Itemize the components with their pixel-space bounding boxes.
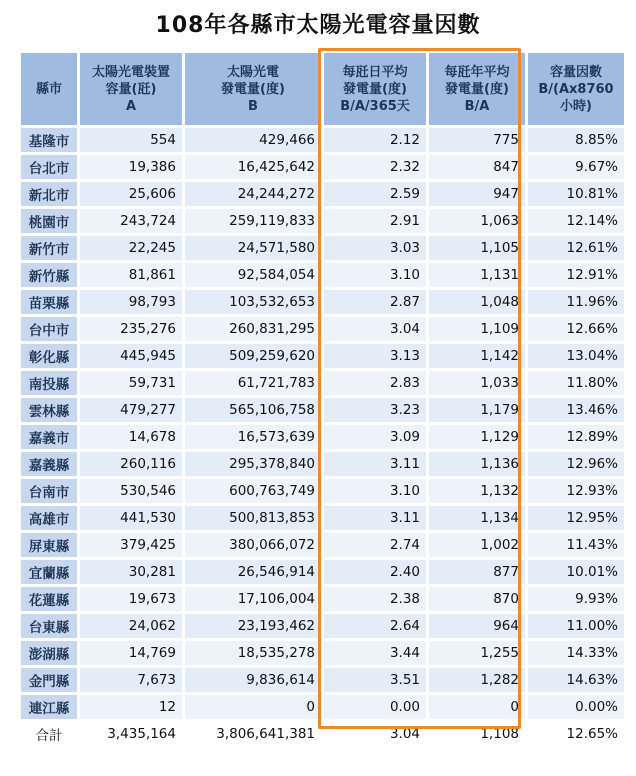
city-cell: 基隆市 <box>21 128 77 152</box>
yearly-cell: 1,282 <box>429 668 525 692</box>
city-cell: 彰化縣 <box>21 344 77 368</box>
table-row <box>21 155 624 179</box>
yearly-cell: 775 <box>429 128 525 152</box>
header-line: 容量因數 <box>549 64 602 80</box>
city-cell: 新竹市 <box>21 236 77 260</box>
yearly-cell: 947 <box>429 182 525 206</box>
city-cell: 嘉義縣 <box>21 452 77 476</box>
daily-cell: 2.12 <box>324 128 426 152</box>
capacity-factor-cell: 11.00% <box>528 614 624 638</box>
header-line: 小時) <box>560 98 592 114</box>
city-cell: 宜蘭縣 <box>21 560 77 584</box>
capacity-factor-cell: 13.04% <box>528 344 624 368</box>
yearly-cell: 1,134 <box>429 506 525 530</box>
yearly-cell: 877 <box>429 560 525 584</box>
capacity-cell: 14,769 <box>80 641 182 665</box>
header-city <box>21 53 77 125</box>
yearly-cell: 1,109 <box>429 317 525 341</box>
daily-cell: 3.04 <box>324 317 426 341</box>
header-capacity-factor <box>528 53 624 125</box>
header-line: 容量(瓩) <box>105 81 157 97</box>
city-cell: 雲林縣 <box>21 398 77 422</box>
yearly-cell: 0 <box>429 695 525 719</box>
city-cell: 苗栗縣 <box>21 290 77 314</box>
capacity-cell: 14,678 <box>80 425 182 449</box>
table-row <box>21 668 624 692</box>
city-cell: 新北市 <box>21 182 77 206</box>
generation-cell: 61,721,783 <box>185 371 321 395</box>
capacity-factor-cell: 12.95% <box>528 506 624 530</box>
header-line: 每瓩年平均 <box>444 64 510 80</box>
generation-cell: 565,106,758 <box>185 398 321 422</box>
city-cell: 高雄市 <box>21 506 77 530</box>
daily-cell: 2.40 <box>324 560 426 584</box>
daily-cell: 3.13 <box>324 344 426 368</box>
capacity-factor-cell: 9.67% <box>528 155 624 179</box>
generation-cell: 23,193,462 <box>185 614 321 638</box>
total-row <box>21 722 624 746</box>
daily-cell: 3.11 <box>324 452 426 476</box>
table-row <box>21 128 624 152</box>
generation-cell: 509,259,620 <box>185 344 321 368</box>
generation-cell: 259,119,833 <box>185 209 321 233</box>
header-line: 發電量(度) <box>445 81 509 97</box>
header-line: B/A <box>464 98 490 114</box>
table-row <box>21 560 624 584</box>
daily-cell: 3.03 <box>324 236 426 260</box>
daily-cell: 2.83 <box>324 371 426 395</box>
table-row <box>21 425 624 449</box>
yearly-cell: 1,002 <box>429 533 525 557</box>
table-body <box>21 128 624 746</box>
generation-cell: 9,836,614 <box>185 668 321 692</box>
table-row <box>21 290 624 314</box>
capacity-cell: 12 <box>80 695 182 719</box>
header-line: B/A/365天 <box>340 98 410 114</box>
generation-cell: 260,831,295 <box>185 317 321 341</box>
capacity-factor-cell: 12.61% <box>528 236 624 260</box>
capacity-cell: 260,116 <box>80 452 182 476</box>
daily-cell: 3.23 <box>324 398 426 422</box>
capacity-factor-cell: 10.81% <box>528 182 624 206</box>
yearly-cell: 1,063 <box>429 209 525 233</box>
capacity-cell: 19,673 <box>80 587 182 611</box>
generation-cell: 429,466 <box>185 128 321 152</box>
capacity-cell: 7,673 <box>80 668 182 692</box>
city-cell: 嘉義市 <box>21 425 77 449</box>
city-cell: 連江縣 <box>21 695 77 719</box>
table-row <box>21 506 624 530</box>
capacity-factor-cell: 12.14% <box>528 209 624 233</box>
table-row <box>21 452 624 476</box>
header-daily <box>324 53 426 125</box>
city-cell: 金門縣 <box>21 668 77 692</box>
header-line: 太陽光電裝置 <box>91 64 170 80</box>
city-cell: 澎湖縣 <box>21 641 77 665</box>
generation-cell: 103,532,653 <box>185 290 321 314</box>
header-line: 每瓩日平均 <box>342 64 408 80</box>
table-row <box>21 317 624 341</box>
capacity-factor-cell: 13.46% <box>528 398 624 422</box>
generation-cell: 24,244,272 <box>185 182 321 206</box>
table-row <box>21 614 624 638</box>
yearly-cell: 1,136 <box>429 452 525 476</box>
table-row <box>21 263 624 287</box>
header-yearly <box>429 53 525 125</box>
capacity-factor-table <box>18 50 627 749</box>
capacity-cell: 30,281 <box>80 560 182 584</box>
capacity-cell: 479,277 <box>80 398 182 422</box>
capacity-cell: 530,546 <box>80 479 182 503</box>
table-row <box>21 371 624 395</box>
generation-cell: 0 <box>185 695 321 719</box>
yearly-cell: 1,179 <box>429 398 525 422</box>
capacity-cell: 445,945 <box>80 344 182 368</box>
capacity-cell: 441,530 <box>80 506 182 530</box>
city-cell: 合計 <box>21 722 77 746</box>
city-cell: 南投縣 <box>21 371 77 395</box>
table-row <box>21 533 624 557</box>
generation-cell: 92,584,054 <box>185 263 321 287</box>
generation-cell: 18,535,278 <box>185 641 321 665</box>
yearly-cell: 847 <box>429 155 525 179</box>
generation-cell: 17,106,004 <box>185 587 321 611</box>
daily-cell: 3.04 <box>324 722 426 746</box>
yearly-cell: 964 <box>429 614 525 638</box>
capacity-factor-cell: 11.80% <box>528 371 624 395</box>
daily-cell: 0.00 <box>324 695 426 719</box>
daily-cell: 3.09 <box>324 425 426 449</box>
daily-cell: 2.87 <box>324 290 426 314</box>
daily-cell: 2.64 <box>324 614 426 638</box>
capacity-factor-cell: 12.65% <box>528 722 624 746</box>
capacity-cell: 554 <box>80 128 182 152</box>
table-row <box>21 344 624 368</box>
city-cell: 新竹縣 <box>21 263 77 287</box>
header-line: B/(Ax8760 <box>538 81 614 97</box>
capacity-cell: 98,793 <box>80 290 182 314</box>
capacity-cell: 24,062 <box>80 614 182 638</box>
daily-cell: 3.10 <box>324 479 426 503</box>
capacity-cell: 235,276 <box>80 317 182 341</box>
city-cell: 台北市 <box>21 155 77 179</box>
capacity-factor-cell: 12.66% <box>528 317 624 341</box>
generation-cell: 3,806,641,381 <box>185 722 321 746</box>
yearly-cell: 1,048 <box>429 290 525 314</box>
capacity-factor-cell: 12.96% <box>528 452 624 476</box>
yearly-cell: 1,033 <box>429 371 525 395</box>
capacity-factor-cell: 11.96% <box>528 290 624 314</box>
generation-cell: 24,571,580 <box>185 236 321 260</box>
capacity-factor-cell: 10.01% <box>528 560 624 584</box>
capacity-cell: 19,386 <box>80 155 182 179</box>
yearly-cell: 1,131 <box>429 263 525 287</box>
capacity-cell: 81,861 <box>80 263 182 287</box>
header-line: 縣市 <box>35 81 62 97</box>
daily-cell: 2.38 <box>324 587 426 611</box>
capacity-factor-cell: 8.85% <box>528 128 624 152</box>
table-row <box>21 641 624 665</box>
header-capacity <box>80 53 182 125</box>
table-row <box>21 182 624 206</box>
capacity-cell: 25,606 <box>80 182 182 206</box>
generation-cell: 600,763,749 <box>185 479 321 503</box>
yearly-cell: 1,132 <box>429 479 525 503</box>
yearly-cell: 1,142 <box>429 344 525 368</box>
capacity-factor-cell: 14.33% <box>528 641 624 665</box>
daily-cell: 2.74 <box>324 533 426 557</box>
yearly-cell: 1,129 <box>429 425 525 449</box>
capacity-factor-cell: 0.00% <box>528 695 624 719</box>
generation-cell: 26,546,914 <box>185 560 321 584</box>
generation-cell: 500,813,853 <box>185 506 321 530</box>
header-row <box>21 53 624 125</box>
header-line: 太陽光電 <box>226 64 279 80</box>
table-row <box>21 209 624 233</box>
yearly-cell: 1,255 <box>429 641 525 665</box>
capacity-cell: 379,425 <box>80 533 182 557</box>
capacity-factor-cell: 12.93% <box>528 479 624 503</box>
generation-cell: 16,425,642 <box>185 155 321 179</box>
city-cell: 台東縣 <box>21 614 77 638</box>
page-title: 108年各縣市太陽光電容量因數 <box>155 13 481 38</box>
daily-cell: 3.51 <box>324 668 426 692</box>
capacity-factor-cell: 12.91% <box>528 263 624 287</box>
city-cell: 台南市 <box>21 479 77 503</box>
yearly-cell: 1,105 <box>429 236 525 260</box>
capacity-cell: 3,435,164 <box>80 722 182 746</box>
generation-cell: 295,378,840 <box>185 452 321 476</box>
daily-cell: 3.44 <box>324 641 426 665</box>
table-row <box>21 587 624 611</box>
capacity-cell: 59,731 <box>80 371 182 395</box>
capacity-factor-cell: 12.89% <box>528 425 624 449</box>
capacity-factor-cell: 9.93% <box>528 587 624 611</box>
header-line: 發電量(度) <box>343 81 407 97</box>
capacity-cell: 243,724 <box>80 209 182 233</box>
daily-cell: 3.10 <box>324 263 426 287</box>
capacity-factor-cell: 14.63% <box>528 668 624 692</box>
table-wrapper <box>18 50 624 749</box>
daily-cell: 2.59 <box>324 182 426 206</box>
city-cell: 屏東縣 <box>21 533 77 557</box>
daily-cell: 2.91 <box>324 209 426 233</box>
capacity-cell: 22,245 <box>80 236 182 260</box>
generation-cell: 16,573,639 <box>185 425 321 449</box>
header-generation <box>185 53 321 125</box>
header-line: 發電量(度) <box>221 81 285 97</box>
capacity-factor-cell: 11.43% <box>528 533 624 557</box>
yearly-cell: 870 <box>429 587 525 611</box>
city-cell: 桃園市 <box>21 209 77 233</box>
city-cell: 台中市 <box>21 317 77 341</box>
table-row <box>21 479 624 503</box>
table-row <box>21 695 624 719</box>
yearly-cell: 1,108 <box>429 722 525 746</box>
city-cell: 花蓮縣 <box>21 587 77 611</box>
daily-cell: 3.11 <box>324 506 426 530</box>
table-row <box>21 236 624 260</box>
table-row <box>21 398 624 422</box>
generation-cell: 380,066,072 <box>185 533 321 557</box>
daily-cell: 2.32 <box>324 155 426 179</box>
header-line: B <box>248 98 258 114</box>
header-line: A <box>125 98 137 114</box>
